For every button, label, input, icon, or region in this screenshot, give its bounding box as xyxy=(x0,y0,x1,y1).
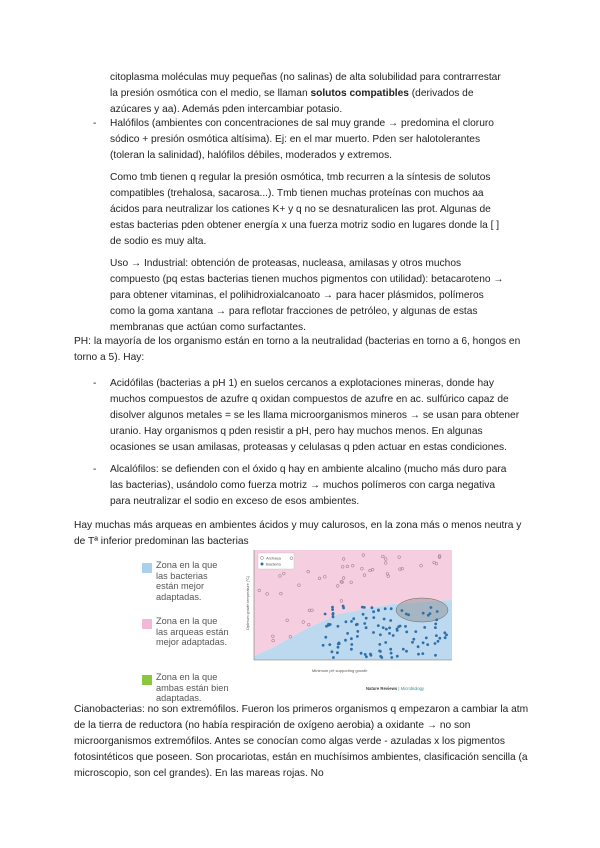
paragraph-solutos: citoplasma moléculas muy pequeñas (no salinas) de alta solubilidad para contrarrestar la presión osmótica con el medio, se llaman solutos compatibles (derivados de azúcares y aa). Además pden intercambiar potasio. xyxy=(110,72,501,115)
paragraph-arqueas: Hay muchas más arqueas en ambientes ácidos y muy calurosos, en la zona más o menos neutra y de Tª inferior predominan las bacterias xyxy=(74,520,522,547)
bacteria-point xyxy=(396,655,399,658)
bacteria-point xyxy=(350,643,353,646)
bacteria-point xyxy=(327,623,330,626)
bacteria-point xyxy=(383,618,386,621)
bacteria-point xyxy=(392,634,395,637)
bacteria-point xyxy=(422,641,425,644)
bacteria-point xyxy=(364,653,367,656)
figure-credit: Nature Reviews | Microbiology xyxy=(366,686,425,691)
ph-temperature-figure xyxy=(138,548,466,703)
bacteria-point xyxy=(377,609,380,612)
plot-legend-box xyxy=(258,553,294,569)
legend-text: Zona en la que las arqueas están mejor adaptadas. xyxy=(156,616,229,647)
bacteria-point xyxy=(346,632,349,635)
bacteria-point xyxy=(337,646,340,649)
bacteria-point xyxy=(430,606,433,609)
paragraph-acidofilas: Acidófilas (bacterias a pH 1) en suelos cercanos a explotaciones mineras, donde hay muchos compuestos de azufre q oxidan compuestos de azufre en ac. sulfúrico capaz de disolver algunos metales = se les llama microorganismos mineros → se usan para obtener uranio. Hay organismos q pden resistir a pH, pero hay muchos menos. En algunas ocasiones se usan amilasas, proteasas y celulasas q pden actuar en estas condiciones. xyxy=(110,378,520,453)
bacteria-point xyxy=(382,626,385,629)
bacteria-point xyxy=(363,606,366,609)
bacteria-point xyxy=(324,613,327,616)
bacteria-point xyxy=(332,612,335,615)
bacteria-point xyxy=(363,622,366,625)
plot-legend-archaea: Archaea xyxy=(266,555,281,561)
bacteria-point xyxy=(331,650,334,653)
bacteria-point xyxy=(332,656,335,659)
bacteria-point xyxy=(338,642,341,645)
bacteria-point xyxy=(389,648,392,651)
paragraph-uso-industrial: Uso → Industrial: obtención de proteasas, nucleasa, amilasas y otros muchos compuesto (pq estas bacterias tienen muchos pigmentos con utilidad): betacaroteno → para obtener vitaminas, el polihidroxialcanoato → para hacer plásmidos, polímeros como la goma xantana → para reflotar fracciones de petróleo, y algunas de estas membranas que actúan como surfactantes. xyxy=(110,258,504,333)
bacteria-point xyxy=(389,619,392,622)
bacteria-point xyxy=(350,637,353,640)
bullet-dash: - xyxy=(93,378,97,389)
bacteria-point xyxy=(372,631,375,634)
legend-text: Zona en la que ambas están bien adaptadas. xyxy=(156,672,229,703)
paragraph-cianobacterias: Cianobacterias: no son extremófilos. Fueron los primeros organismos q empezaron a cambiar la atm de la tierra de reductora (no había respiración de oxígeno aerobia) a oxidante → no son microorganismos extremófilos. Antes se conocían como algas verde - azuladas x los pigmentos fotosintéticos que poseen. Son procariotas, están en muchísimos ambientes, clasificación sencilla (a microscopio, son cel grandes). En las mareas rojas. No xyxy=(74,704,529,779)
bacteria-point xyxy=(434,642,437,645)
bacteria-point xyxy=(324,636,327,639)
bacteria-point xyxy=(434,623,437,626)
paragraph-alcalofilos: Alcalófilos: se defienden con el óxido q hay en ambiente alcalino (mucho más duro para las bacterias), usándolo como fuerza motriz → muchos polímeros con carga negativa para neutralizar el sodio en exceso de esos ambientes. xyxy=(110,464,507,507)
bacteria-point xyxy=(384,641,387,644)
bacteria-point xyxy=(356,635,359,638)
bacteria-point xyxy=(384,607,387,610)
bullet-dash: - xyxy=(93,118,97,129)
bacteria-point xyxy=(422,612,425,615)
y-axis-label: Optimum growth temperature (°C) xyxy=(246,575,250,630)
legend-swatch-pink xyxy=(142,619,152,629)
bacteria-point xyxy=(399,625,402,628)
bacteria-point xyxy=(390,656,393,659)
bacteria-point xyxy=(417,645,420,648)
bacteria-point xyxy=(365,617,368,620)
bacteria-point xyxy=(372,616,375,619)
bacteria-point xyxy=(336,651,339,654)
bacteria-point xyxy=(444,636,447,639)
bacteria-point xyxy=(396,629,399,632)
bacteria-point xyxy=(421,652,424,655)
bacteria-point xyxy=(443,631,446,634)
bacteria-point xyxy=(360,652,363,655)
bacteria-point xyxy=(388,632,391,635)
bacteria-point xyxy=(372,610,375,613)
bacteria-point xyxy=(328,643,331,646)
bacteria-point xyxy=(365,626,368,629)
plot-legend-bacteria: Bacteria xyxy=(266,561,281,567)
bacteria-point xyxy=(407,613,410,616)
bacteria-point xyxy=(385,628,388,631)
bacteria-point xyxy=(434,626,437,629)
paragraph-halofilos: Halófilos (ambientes con concentraciones de sal muy grande → predomina el cloruro sódico + presión osmótica altísima). Ej: en el mar muerto. Pden ser halotolerantes (toleran la salinidad), halófilos débiles, moderados y extremos. xyxy=(110,118,494,161)
legend-item-arqueas xyxy=(138,616,229,672)
bacteria-point xyxy=(438,637,441,640)
bacteria-point xyxy=(337,625,340,628)
bacteria-point xyxy=(331,608,334,611)
bacteria-point xyxy=(350,620,353,623)
scatter-plot xyxy=(242,548,464,698)
bacteria-point xyxy=(435,634,438,637)
bacteria-point xyxy=(427,614,430,617)
bacteria-point xyxy=(401,609,404,612)
bacteria-point xyxy=(332,616,335,619)
bacteria-point xyxy=(412,638,415,641)
bold-solutos-compatibles: solutos compatibles xyxy=(310,88,409,99)
paragraph-osmotica: Como tmb tienen q regular la presión osmótica, tmb recurren a la síntesis de solutos compatibles (trehalosa, sacarosa...). Tmb tienen muchas proteínas con muchos aa ácidos para neutralizar los cationes K+ y q no se desnaturalicen las prot. Algunas de estas bacterias pden obtener energía x una fuerza motriz sodio en lugares donde la [ ] de sodio es muy alta. xyxy=(110,172,500,247)
legend-item-bacterias xyxy=(138,560,226,616)
overlap-ellipse xyxy=(396,598,448,622)
bacteria-point xyxy=(402,648,405,651)
bacteria-point xyxy=(345,620,348,623)
paragraph-ph: PH: la mayoría de los organismo están en torno a la neutralidad (bacterias en torno a 6, hongos en torno a 5). Hay: xyxy=(74,336,521,363)
bacteria-point xyxy=(380,656,383,659)
bacteria-point xyxy=(379,633,382,636)
bacteria-point xyxy=(342,605,345,608)
bacteria-point xyxy=(344,639,347,642)
bacteria-point xyxy=(414,630,417,633)
legend-swatch-blue xyxy=(142,563,152,573)
bacteria-point xyxy=(377,624,380,627)
bacteria-point xyxy=(378,643,381,646)
bacteria-point xyxy=(404,625,407,628)
bacteria-point xyxy=(390,652,393,655)
bullet-dash: - xyxy=(93,464,97,475)
bacteria-point xyxy=(405,650,408,653)
bacteria-point xyxy=(417,653,420,656)
bacteria-point xyxy=(365,655,368,658)
bacteria-point xyxy=(352,617,355,620)
bacteria-point xyxy=(390,607,393,610)
bacteria-point xyxy=(388,627,391,630)
bacteria-point xyxy=(362,613,365,616)
bacteria-point xyxy=(426,643,429,646)
bacteria-point xyxy=(436,610,439,613)
legend-text: Zona en la que las bacterias están mejor adaptadas. xyxy=(156,560,218,602)
bacteria-point xyxy=(434,654,437,657)
legend-swatch-green xyxy=(142,675,152,685)
bacteria-point xyxy=(435,618,438,621)
bacteria-point xyxy=(411,641,414,644)
bacteria-point xyxy=(322,644,325,647)
bacteria-point xyxy=(378,650,381,653)
x-axis-label: Minimum pH supporting growth xyxy=(312,668,368,673)
bacteria-point xyxy=(437,640,440,643)
bacteria-point xyxy=(331,606,334,609)
bacteria-point xyxy=(423,626,426,629)
bacteria-point xyxy=(350,648,353,651)
bacteria-point xyxy=(405,631,408,634)
bacteria-point xyxy=(425,637,428,640)
bacteria-point xyxy=(356,630,359,633)
bacteria-point xyxy=(369,653,372,656)
bacteria-point xyxy=(371,606,374,609)
bacteria-point xyxy=(356,623,359,626)
